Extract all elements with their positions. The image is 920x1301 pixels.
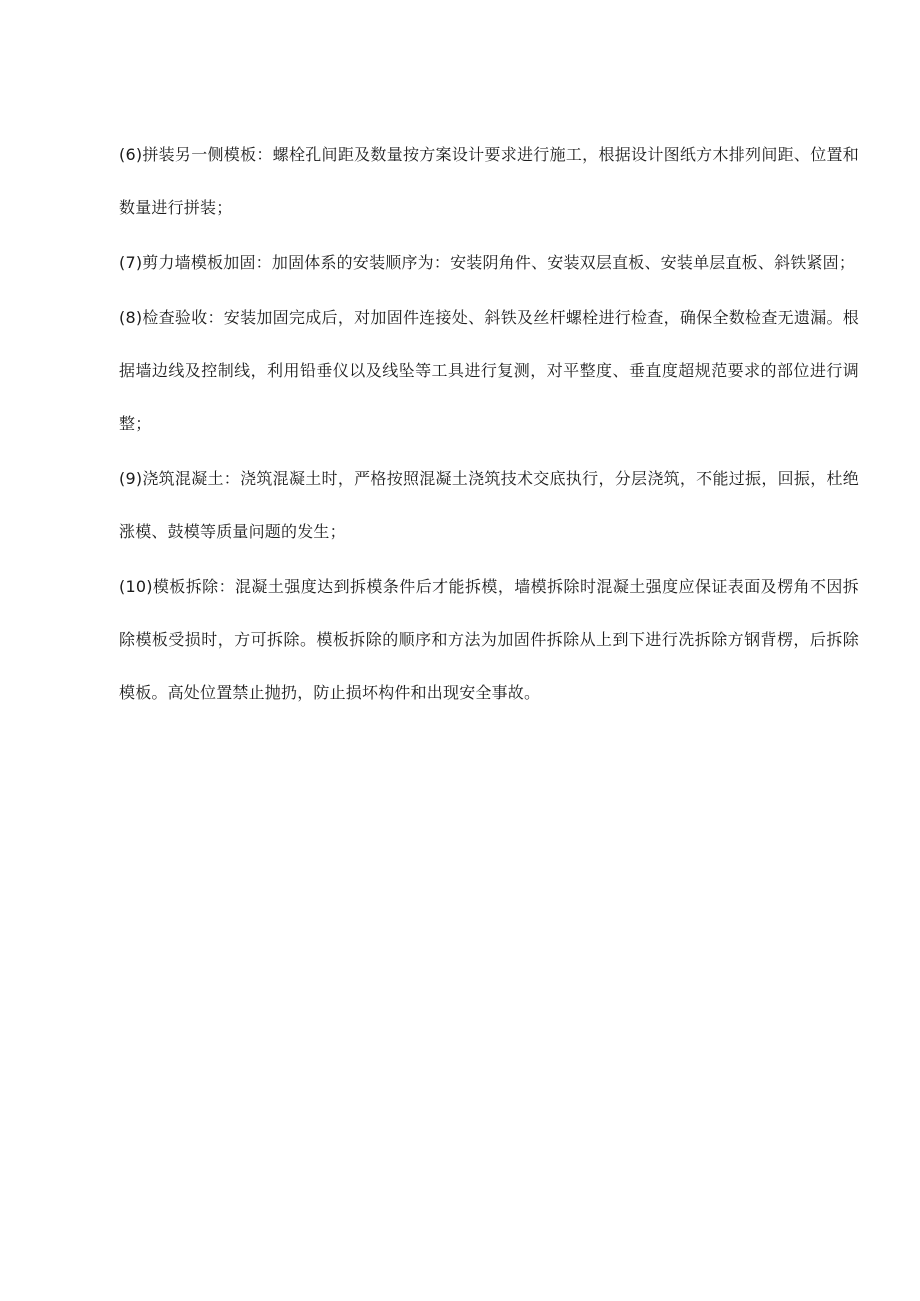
paragraph-step-6: (6)拼装另一侧模板：螺栓孔间距及数量按方案设计要求进行施工，根据设计图纸方木排列间距、位置和数量进行拼装；	[119, 145, 859, 217]
document-body	[119, 128, 859, 719]
paragraph-step-7: (7)剪力墙模板加固：加固体系的安装顺序为：安装阴角件、安装双层直板、安装单层直板、斜铁紧固；	[119, 253, 856, 272]
paragraph-step-10: (10)模板拆除：混凝土强度达到拆模条件后才能拆模，墙模拆除时混凝土强度应保证表面及楞角不因拆除模板受损时，方可拆除。模板拆除的顺序和方法为加固件拆除从上到下进行冼拆除方钢背楞，后拆除模板。高处位置禁止抛扔，防止损坏构件和出现安全事故。	[119, 577, 859, 702]
paragraph-step-9: (9)浇筑混凝土：浇筑混凝土时，严格按照混凝土浇筑技术交底执行，分层浇筑，不能过振，回振，杜绝涨模、鼓模等质量问题的发生；	[119, 469, 859, 541]
paragraph-step-8: (8)检查验收：安装加固完成后，对加固件连接处、斜铁及丝杆螺栓进行检查，确保全数检查无遗漏。根据墙边线及控制线，利用铅垂仪以及线坠等工具进行复测，对平整度、垂直度超规范要求的部位进行调整；	[119, 308, 859, 433]
